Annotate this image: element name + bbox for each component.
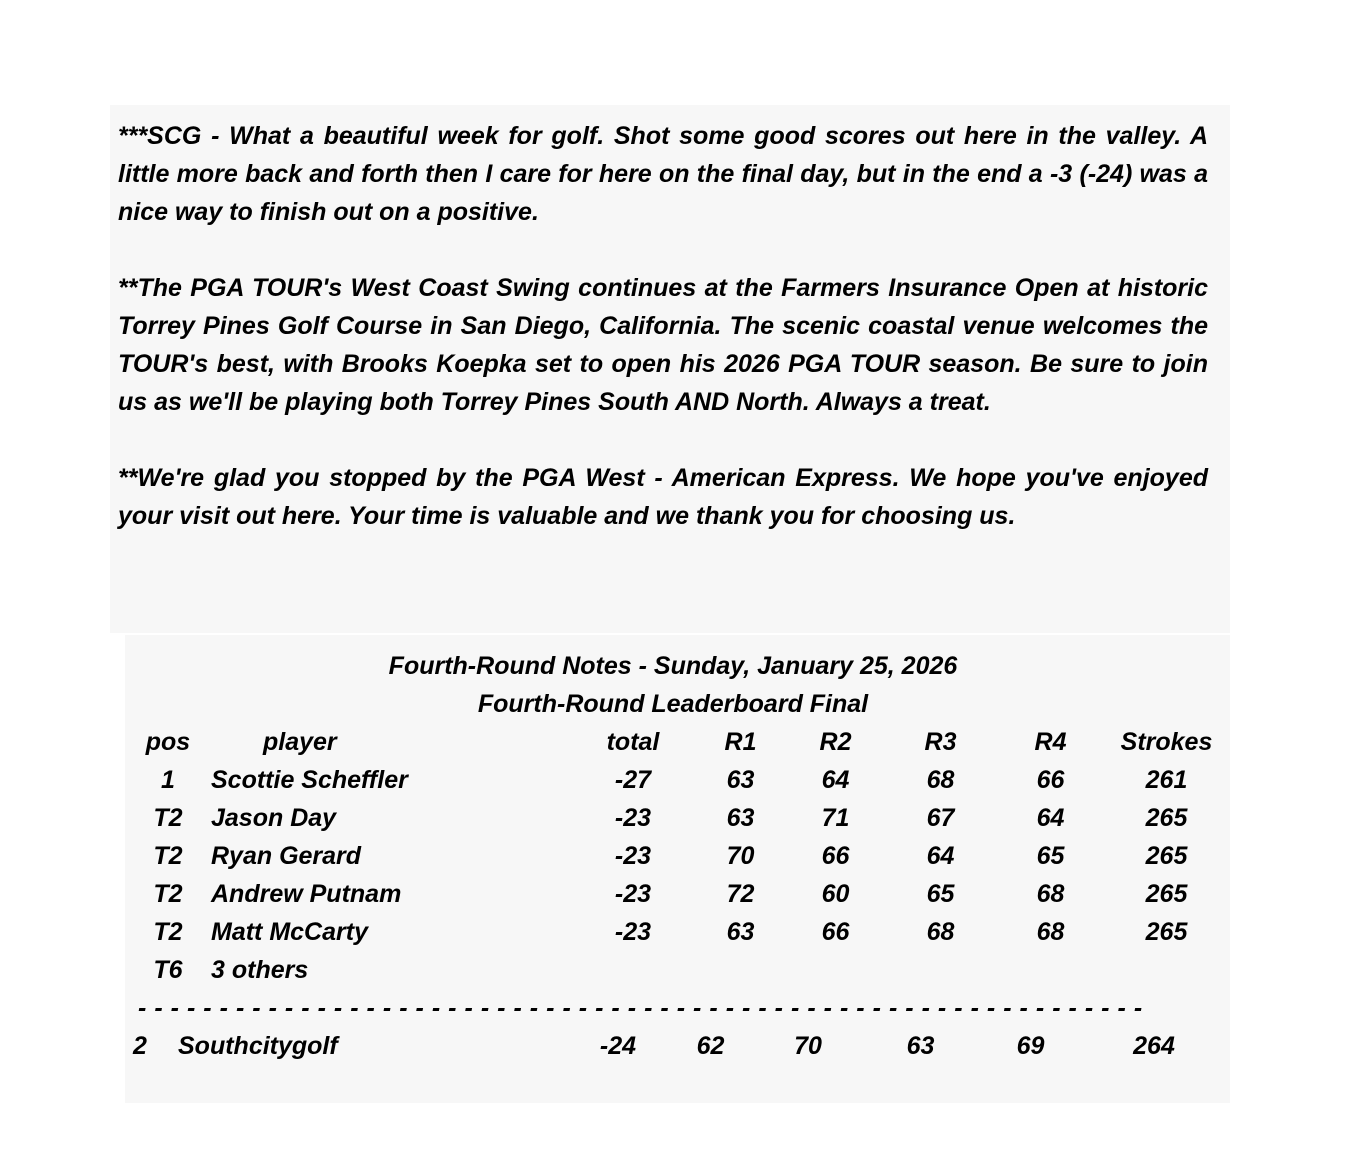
r2-cell xyxy=(788,951,883,989)
r1-cell: 70 xyxy=(726,842,755,870)
r1-cell: 72 xyxy=(726,880,755,908)
leaderboard-title: Fourth-Round Notes - Sunday, January 25, 2026 xyxy=(388,652,958,680)
notes-section xyxy=(110,105,1230,633)
r4-cell: 68 xyxy=(1036,880,1065,908)
r1-cell: 63 xyxy=(726,918,755,946)
leaderboard-section xyxy=(125,635,1230,1103)
r1-cell xyxy=(693,951,788,989)
pos-cell: T2 xyxy=(153,804,183,832)
r2-cell: 70 xyxy=(794,1032,822,1060)
pos-cell: T2 xyxy=(153,880,183,908)
r1-cell: 63 xyxy=(726,766,755,794)
r3-cell: 64 xyxy=(926,842,955,870)
strokes-cell xyxy=(1103,951,1230,989)
strokes-cell: 265 xyxy=(1145,880,1188,908)
col-header-strokes: Strokes xyxy=(1120,728,1213,756)
strokes-cell: 265 xyxy=(1145,918,1188,946)
col-header-r2: R2 xyxy=(819,728,852,756)
player-cell: Ryan Gerard xyxy=(211,842,362,870)
pos-cell: T2 xyxy=(153,842,183,870)
pos-cell: 2 xyxy=(133,1032,147,1060)
note-paragraph-scg: ***SCG - What a beautiful week for golf. Shot some good scores out here in the valley. A little more back and forth then I care for here on the final day, but in the end a -3 (-24) was a nice way to finish out on a positive. xyxy=(118,122,1208,226)
strokes-cell: 265 xyxy=(1145,804,1188,832)
strokes-cell: 264 xyxy=(1133,1032,1175,1060)
leaderboard-row xyxy=(133,951,1230,989)
note-paragraph-next-event: **The PGA TOUR's West Coast Swing continues at the Farmers Insurance Open at historic Torrey Pines Golf Course in San Diego, California. The scenic coastal venue welcomes the TOUR's best, with Brooks Koepka set to open his 2026 PGA TOUR season. Be sure to join us as we'll be playing both Torrey Pines South AND North. Always a treat. xyxy=(118,274,1208,416)
leaderboard-row xyxy=(133,875,1230,913)
leaderboard-row xyxy=(133,837,1230,875)
col-header-r3: R3 xyxy=(924,728,957,756)
r3-cell: 63 xyxy=(906,1032,935,1060)
col-header-r1: R1 xyxy=(724,728,757,756)
r3-cell xyxy=(883,951,998,989)
col-header-pos: pos xyxy=(145,728,191,756)
leaderboard-subtitle: Fourth-Round Leaderboard Final xyxy=(477,690,869,718)
leaderboard-row xyxy=(133,913,1230,951)
total-cell: -23 xyxy=(614,880,652,908)
strokes-cell: 261 xyxy=(1145,766,1188,794)
r2-cell: 64 xyxy=(821,766,850,794)
total-cell xyxy=(573,951,693,989)
r4-cell: 65 xyxy=(1036,842,1065,870)
r2-cell: 66 xyxy=(821,918,850,946)
player-cell: 3 others xyxy=(211,956,309,984)
player-cell: Scottie Scheffler xyxy=(211,766,408,794)
r2-cell: 66 xyxy=(821,842,850,870)
total-cell: -24 xyxy=(599,1032,637,1060)
leaderboard-header-row xyxy=(133,723,1230,761)
total-cell: -23 xyxy=(614,918,652,946)
r1-cell: 62 xyxy=(696,1032,725,1060)
pos-cell: T6 xyxy=(153,956,183,984)
strokes-cell: 265 xyxy=(1145,842,1188,870)
player-cell: Southcitygolf xyxy=(178,1032,338,1060)
r2-cell: 60 xyxy=(821,880,850,908)
dashed-separator: -------------------------------------------------------------- xyxy=(138,994,1151,1022)
r3-cell: 68 xyxy=(926,918,955,946)
pos-cell: 1 xyxy=(161,766,175,794)
leaderboard-row xyxy=(133,761,1230,799)
note-paragraph-thanks: **We're glad you stopped by the PGA West - American Express. We hope you've enjoyed your visit out here. Your time is valuable and we thank you for choosing us. xyxy=(118,464,1208,530)
player-cell: Matt McCarty xyxy=(211,918,368,946)
pos-cell: T2 xyxy=(153,918,183,946)
r1-cell: 63 xyxy=(726,804,755,832)
col-header-r4: R4 xyxy=(1034,728,1067,756)
leaderboard-row xyxy=(133,799,1230,837)
r3-cell: 67 xyxy=(926,804,955,832)
player-cell: Jason Day xyxy=(211,804,337,832)
author-score-table xyxy=(133,1027,1230,1065)
player-cell: Andrew Putnam xyxy=(211,880,402,908)
r4-cell: 68 xyxy=(1036,918,1065,946)
total-cell: -27 xyxy=(614,766,652,794)
author-score-row xyxy=(133,1027,1230,1065)
col-header-player: player xyxy=(263,728,337,756)
r4-cell: 69 xyxy=(1016,1032,1045,1060)
leaderboard-table xyxy=(133,723,1230,989)
r3-cell: 68 xyxy=(926,766,955,794)
r4-cell xyxy=(998,951,1103,989)
r3-cell: 65 xyxy=(926,880,955,908)
col-header-total: total xyxy=(606,728,660,756)
total-cell: -23 xyxy=(614,804,652,832)
r4-cell: 64 xyxy=(1036,804,1065,832)
total-cell: -23 xyxy=(614,842,652,870)
r2-cell: 71 xyxy=(821,804,850,832)
r4-cell: 66 xyxy=(1036,766,1065,794)
